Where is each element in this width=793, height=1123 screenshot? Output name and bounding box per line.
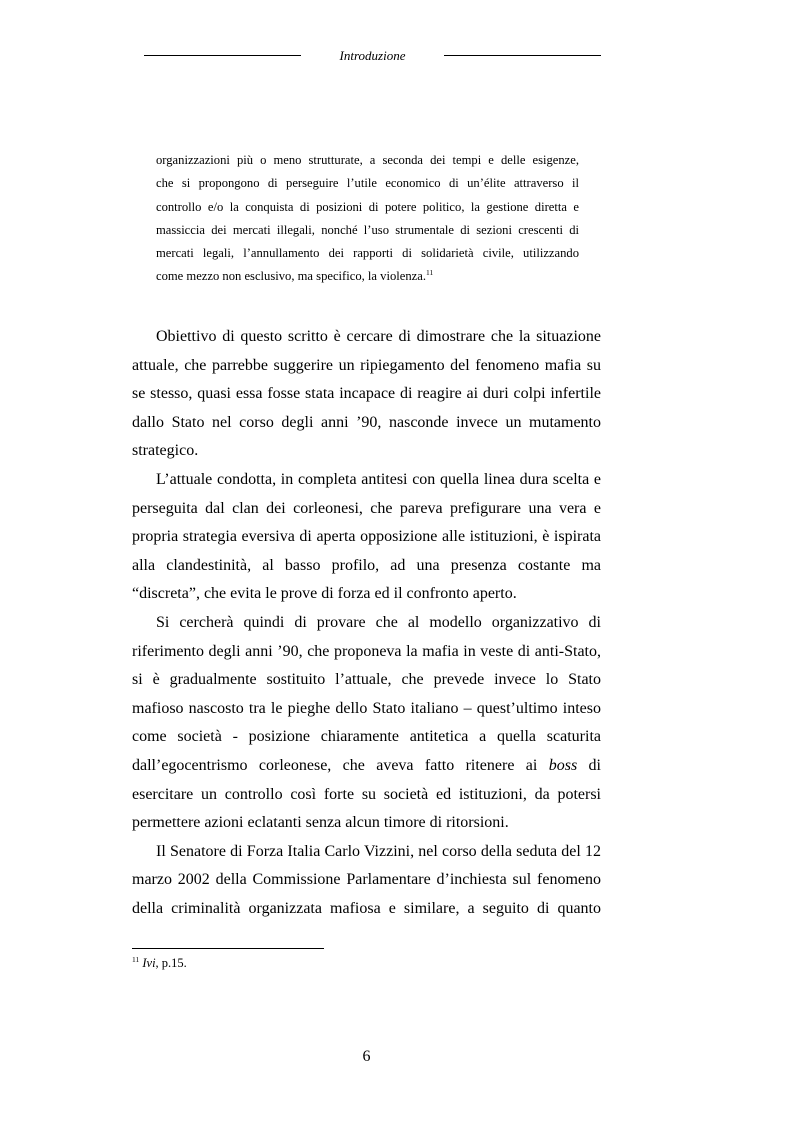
paragraph-2-line: alla clandestinità, al basso profilo, ad una presenza costante ma [132,556,601,574]
header-title: Introduzione [339,48,406,63]
quote-line: massiccia dei mercati illegali, nonché l’uso strumentale di sezioni crescenti di [156,222,579,237]
header-rule-right [444,55,601,56]
footnote-text: , p.15. [155,956,187,970]
paragraph-1-line: dallo Stato nel corso degli anni ’90, nasconde invece un mutamento [132,413,601,431]
body-text [132,323,601,923]
paragraph-2-line: “discreta”, che evita le prove di forza ed il confronto aperto. [132,585,517,603]
running-header [144,46,601,68]
quote-line: controllo e/o la conquista di posizioni di potere politico, la gestione diretta e [156,199,579,214]
paragraph-3-line: come società - posizione chiaramente antitetica a quella scaturita [132,728,601,746]
footnote-number: 11 [132,955,140,964]
paragraph-1-line: Obiettivo di questo scritto è cercare di dimostrare che la situazione [156,328,601,345]
quote-line: mercati legali, l’annullamento dei rapporti di solidarietà civile, utilizzando [156,246,579,261]
paragraph-4-line: marzo 2002 della Commissione Parlamentare d’inchiesta sul fenomeno [132,871,601,889]
paragraph-2-line: propria strategia eversiva di aperta opposizione alle istituzioni, è ispirata [132,528,601,546]
footnote-ivi: Ivi [142,956,156,970]
quote-line: che si propongono di perseguire l’utile economico di un’élite attraverso il [156,176,579,191]
paragraph-2-line: L’attuale condotta, in completa antitesi con quella linea dura scelta e [156,470,601,488]
quote-line: organizzazioni più o meno strutturate, a seconda dei tempi e delle esigenze, [156,153,579,167]
paragraph-3-line: riferimento degli anni ’90, che proponeva la mafia in veste di anti-Stato, [132,642,601,660]
quote-line-text: come mezzo non esclusivo, ma specifico, la violenza. [156,269,426,284]
paragraph-3-line: esercitare un controllo così forte su società ed istituzioni, da potersi [132,785,601,803]
paragraph-2-line: perseguita dal clan dei corleonesi, che pareva prefigurare una vera e [132,499,601,517]
paragraph-3-line [132,752,601,781]
paragraph-3-text: dall’egocentrismo corleonese, che aveva fatto ritenere ai [132,756,549,774]
paragraph-3-text: di [577,756,601,774]
paragraph-1-line: se stesso, quasi essa fosse stata incapace di reagire ai duri colpi infertile [132,385,601,403]
page-number [0,1048,733,1066]
paragraph-3-line: permettere azioni eclatanti senza alcun timore di ritorsioni. [132,814,509,832]
footnote [132,956,187,971]
emphasis-boss: boss [548,756,578,774]
paragraph-3-line: si è gradualmente sostituito l’attuale, che prevede invece lo Stato [132,671,601,689]
page-number-text: 6 [362,1048,371,1065]
paragraph-3-line: Si cercherà quindi di provare che al modello organizzativo di [156,613,601,631]
paragraph-3-line: mafioso nascosto tra le pieghe dello Stato italiano – quest’ultimo inteso [132,699,601,717]
footnote-separator [132,948,324,949]
paragraph-4-line: della criminalità organizzata mafiosa e similare, a seguito di quanto [132,899,601,917]
quote-line-last [156,265,579,288]
paragraph-1-line: attuale, che parrebbe suggerire un ripiegamento del fenomeno mafia su [132,356,601,374]
paragraph-1-line: strategico. [132,442,199,460]
block-quote [156,149,579,289]
paragraph-4-line: Il Senatore di Forza Italia Carlo Vizzini, nel corso della seduta del 12 [156,842,601,860]
footnote-reference: 11 [425,268,434,278]
